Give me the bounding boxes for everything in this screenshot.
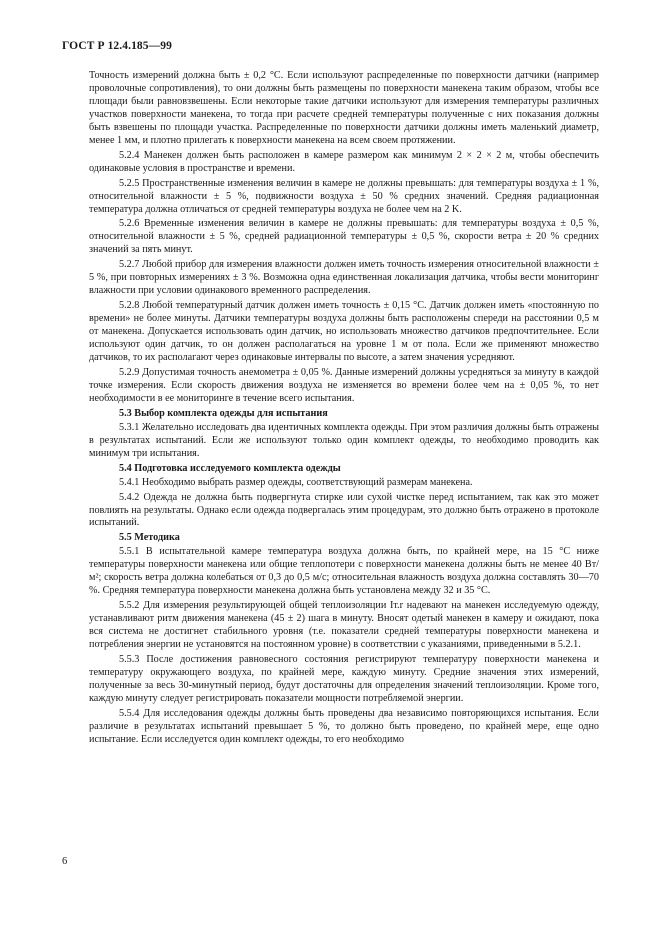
- paragraph: 5.4.2 Одежда не должна быть подвергнута стирке или сухой чистке перед испытанием, так как это может повлиять на результаты. Однако если одежда подвергалась этим процедурам, это должно быть отражено в протоколе испытаний.: [89, 491, 599, 529]
- section-heading: 5.3 Выбор комплекта одежды для испытания: [119, 407, 328, 419]
- paragraph: 5.2.4 Манекен должен быть расположен в камере размером как минимум 2 × 2 × 2 м, чтобы обеспечить одинаковые условия в пространстве и времени.: [89, 149, 599, 174]
- paragraph: 5.2.7 Любой прибор для измерения влажности должен иметь точность измерения относительной влажности ± 5 %, при повторных измерениях ± 3 %. Возможна одна единственная локализация датчика, чтобы вести мониторинг влажности при условии одинакового временного распределения.: [89, 259, 599, 297]
- paragraph: 5.2.5 Пространственные изменения величин в камере не должны превышать: для температуры воздуха ± 1 %, относительной влажности ± 5 %, подвижности воздуха ± 50 % средних значений. Средняя радиационная температура должна отличаться от средней температуры воздуха не более чем на 2 K.: [89, 177, 599, 215]
- page-number: 6: [62, 856, 68, 867]
- paragraph: 5.2.8 Любой температурный датчик должен иметь точность ± 0,15 °С. Датчик должен иметь «постоянную по времени» не более минуты. Датчики температуры воздуха должны быть расположены спереди на расстоянии 0,5 м от манекена. Допускается использовать один датчик, но использовать множество датчиков предпочтительнее. Если используют один датчик, то он должен располагаться на уровне 1 м от пола. Если же применяют множество датчиков, то их располагают через одинаковые интервалы по высоте, а затем значения усредняют.: [89, 300, 599, 364]
- section-heading: 5.5 Методика: [119, 532, 180, 544]
- paragraph: 5.4.1 Необходимо выбрать размер одежды, соответствующий размерам манекена.: [119, 476, 473, 488]
- paragraph: 5.5.1 В испытательной камере температура воздуха должна быть, по крайней мере, на 15 °С ниже температуры поверхности манекена или общие теплопотери с поверхности манекена должны быть не менее 40 Вт/м²; скорость ветра должна колебаться от 0,3 до 0,5 м/с; относительная влажность воздуха должна составлять 30—70 %. Средняя температура поверхности манекена должна быть установлена между 32 и 35 °С.: [89, 546, 599, 597]
- paragraph: 5.3.1 Желательно исследовать два идентичных комплекта одежды. При этом различия должны быть отражены в результатах испытаний. Если же используют только один комплект одежды, то необходимо проводить как минимум три испытания.: [89, 421, 599, 459]
- paragraph: 5.5.2 Для измерения результирующей общей теплоизоляции Iт.r надевают на манекен исследуемую одежду, устанавливают ритм движения манекена (45 ± 2) шага в минуту. Вносят одетый манекен в камеру и ожидают, пока вся система не достигнет стабильного уровня (т.е. показатели средней температуры поверхности манекена и потребления энергии не установятся на постоянном уровне) в соответствии с указаниями, приведенными в 5.2.1.: [89, 600, 599, 651]
- document-header: ГОСТ Р 12.4.185—99: [62, 40, 172, 52]
- paragraph: 5.2.6 Временные изменения величин в камере не должны превышать: для температуры воздуха ± 0,5 %, относительной влажности ± 5 %, средней радиационной температуры ± 0,5 %, скорости ветра ± 20 % средних значений за пять минут.: [89, 218, 599, 256]
- section-heading: 5.4 Подготовка исследуемого комплекта одежды: [119, 462, 341, 474]
- document-body: [89, 70, 599, 749]
- paragraph: 5.2.9 Допустимая точность анемометра ± 0,05 %. Данные измерений должны усредняться за минуту в каждой точке измерения. Если скорость движения воздуха не изменяется во времени более чем на ± 0,05 %, то нет необходимости в ее мониторинге в течение всего испытания.: [89, 366, 599, 404]
- paragraph: 5.5.4 Для исследования одежды должны быть проведены два независимо повторяющихся испытания. Если различие в результатах испытаний превышает 5 %, то должно быть проведено, по крайней мере, еще одно испытание. Если исследуется один комплект одежды, то его необходимо: [89, 707, 599, 745]
- paragraph: 5.5.3 После достижения равновесного состояния регистрируют температуру поверхности манекена и температуру окружающего воздуха, по крайней мере, каждую минуту. Средние значения этих измерений, полученные за весь 30-минутный период, будут достаточны для определения значений теплоизоляции. Кроме того, каждую минуту следует регистрировать показатели мощности потребляемой энергии.: [89, 653, 599, 704]
- paragraph: Точность измерений должна быть ± 0,2 °С. Если используют распределенные по поверхности датчики (например проволочные сопротивления), то они должны быть размещены по поверхности манекена таким образом, чтобы все площади были равновзвешены. Если некоторые такие датчики используют для измерения температуры различных участков поверхности манекена, то тогда при расчете средней температуры полученные с них показания должны быть взвешены по площади участка. Распределенные по поверхности датчики должны иметь маленький диаметр, менее 1 мм, и плотно прилегать к поверхности манекена на всем своем протяжении.: [89, 70, 599, 146]
